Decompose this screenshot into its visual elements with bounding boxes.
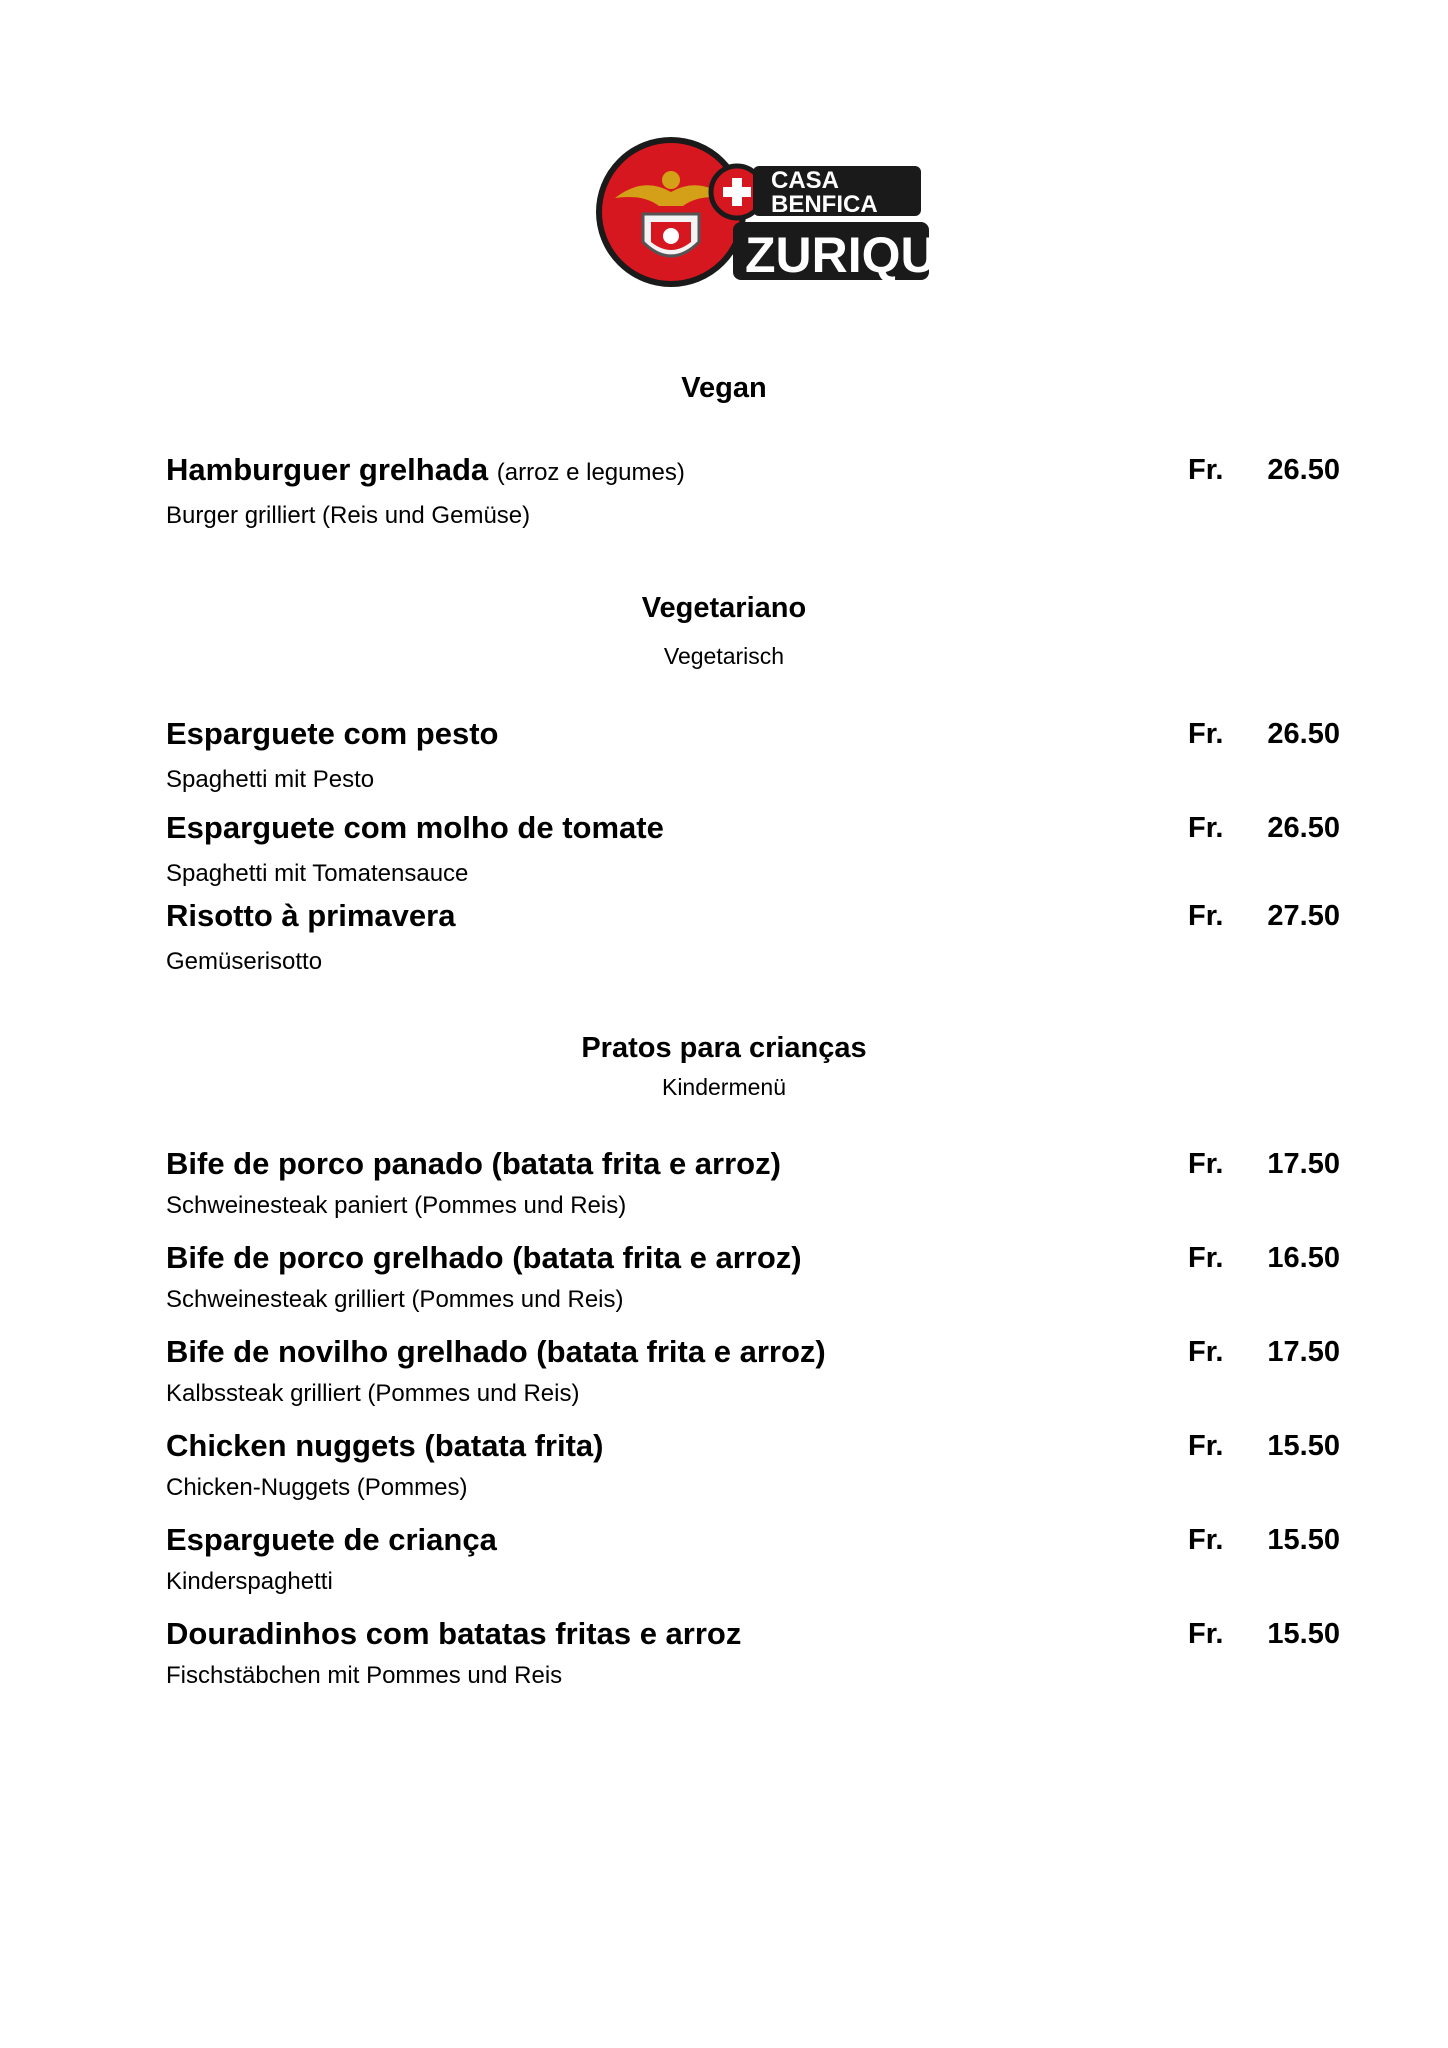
currency-label: Fr. — [1188, 812, 1224, 844]
currency-label: Fr. — [1188, 718, 1224, 750]
menu-item-name: Risotto à primavera — [166, 898, 456, 933]
item-description: Kinderspaghetti — [166, 1568, 333, 1595]
item-price: 15.50 — [1267, 1430, 1340, 1462]
currency-label: Fr. — [1188, 1336, 1224, 1368]
item-description: Fischstäbchen mit Pommes und Reis — [166, 1662, 563, 1689]
item-description: Chicken-Nuggets (Pommes) — [166, 1474, 468, 1501]
item-description: Gemüserisotto — [166, 948, 323, 975]
item-name-text: Hamburguer grelhada — [166, 452, 489, 487]
svg-text:CASA: CASA — [771, 167, 840, 194]
section-title-vegan: Vegan — [681, 372, 767, 404]
item-price: 17.50 — [1267, 1148, 1340, 1180]
item-price: 27.50 — [1267, 900, 1340, 932]
currency-label: Fr. — [1188, 900, 1224, 932]
item-description: Kalbssteak grilliert (Pommes und Reis) — [166, 1380, 580, 1407]
item-description: Spaghetti mit Tomatensauce — [166, 860, 469, 887]
casa-benfica-logo — [595, 136, 970, 288]
currency-label: Fr. — [1188, 1618, 1224, 1650]
currency-label: Fr. — [1188, 1524, 1224, 1556]
section-title-pratos-criancas: Pratos para crianças — [581, 1032, 867, 1064]
menu-item-name: Chicken nuggets (batata frita) — [166, 1428, 604, 1463]
currency-label: Fr. — [1188, 1148, 1224, 1180]
benfica-eagle-icon — [595, 136, 970, 288]
item-price: 15.50 — [1267, 1524, 1340, 1556]
menu-item-name: Esparguete com molho de tomate — [166, 810, 664, 845]
item-price: 17.50 — [1267, 1336, 1340, 1368]
menu-item-name: Bife de novilho grelhado (batata frita e arroz) — [166, 1334, 826, 1369]
currency-label: Fr. — [1188, 454, 1224, 486]
currency-label: Fr. — [1188, 1242, 1224, 1274]
section-subtitle-vegetarisch: Vegetarisch — [663, 643, 785, 669]
menu-item-name: Bife de porco grelhado (batata frita e arroz) — [166, 1240, 802, 1275]
item-price: 16.50 — [1267, 1242, 1340, 1274]
item-description: Schweinesteak grilliert (Pommes und Reis) — [166, 1286, 624, 1313]
currency-label: Fr. — [1188, 1430, 1224, 1462]
menu-item-name: Esparguete de criança — [166, 1522, 497, 1557]
item-description: Burger grilliert (Reis und Gemüse) — [166, 502, 531, 529]
item-price: 26.50 — [1267, 812, 1340, 844]
svg-text:BENFICA: BENFICA — [771, 191, 878, 218]
section-subtitle-kindermenu: Kindermenü — [661, 1074, 787, 1100]
section-title-vegetariano: Vegetariano — [641, 592, 807, 624]
menu-item-name: Bife de porco panado (batata frita e arroz) — [166, 1146, 781, 1181]
item-price: 15.50 — [1267, 1618, 1340, 1650]
item-description: Schweinesteak paniert (Pommes und Reis) — [166, 1192, 627, 1219]
menu-item-name: Douradinhos com batatas fritas e arroz — [166, 1616, 742, 1651]
svg-text:ZURIQUE: ZURIQUE — [745, 227, 970, 283]
item-price: 26.50 — [1267, 718, 1340, 750]
item-note: (arroz e legumes) — [496, 459, 685, 486]
menu-item-name — [166, 452, 685, 488]
item-description: Spaghetti mit Pesto — [166, 766, 375, 793]
item-price: 26.50 — [1267, 454, 1340, 486]
menu-item-name: Esparguete com pesto — [166, 716, 499, 751]
